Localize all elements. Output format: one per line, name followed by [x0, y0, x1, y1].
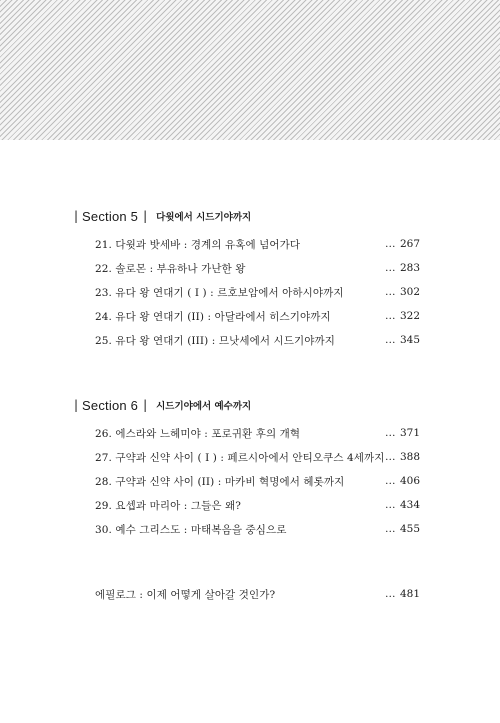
- toc-item[interactable]: 29. 요셉과 마리아 : 그들은 왜? … 434: [95, 499, 420, 512]
- toc-item-page: 283: [399, 262, 420, 274]
- section-6-heading: [74, 395, 251, 415]
- toc-item-title: 28. 구약과 신약 사이 (II) : 마카비 혁명에서 헤롯까지: [95, 475, 345, 488]
- toc-item[interactable]: 24. 유다 왕 연대기 (II) : 아달라에서 히스기야까지 … 322: [95, 310, 420, 323]
- toc-item-page: 302: [399, 286, 420, 298]
- toc-item-page: 455: [399, 523, 420, 535]
- section-5-heading: [74, 206, 251, 226]
- toc-item[interactable]: 22. 솔로몬 : 부유하나 가난한 왕 … 283: [95, 262, 420, 275]
- toc-item-page: 388: [399, 451, 420, 463]
- toc-item-title: 26. 에스라와 느헤미야 : 포로귀환 후의 개혁: [95, 427, 301, 440]
- toc-item[interactable]: 26. 에스라와 느헤미야 : 포로귀환 후의 개혁 … 371: [95, 427, 420, 440]
- toc-item-page: 434: [399, 499, 420, 511]
- toc-item[interactable]: 28. 구약과 신약 사이 (II) : 마카비 혁명에서 헤롯까지 … 406: [95, 475, 420, 488]
- toc-item-title: 30. 예수 그리스도 : 마태복음을 중심으로: [95, 523, 287, 536]
- toc-item-title: 27. 구약과 신약 사이 ( I ) : 페르시아에서 안티오쿠스 4세까지: [95, 451, 385, 464]
- toc-item[interactable]: 23. 유다 왕 연대기 ( I ) : 르호보암에서 아하시야까지 … 302: [95, 286, 420, 299]
- decorative-hatch-band: [0, 0, 500, 140]
- toc-item-title: 29. 요셉과 마리아 : 그들은 왜?: [95, 499, 241, 512]
- toc-item-page: 267: [399, 238, 420, 250]
- toc-item-page: 345: [399, 334, 420, 346]
- toc-item-page: 406: [399, 475, 420, 487]
- toc-item[interactable]: 27. 구약과 신약 사이 ( I ) : 페르시아에서 안티오쿠스 4세까지 … 388: [95, 451, 420, 464]
- toc-item-title: 22. 솔로몬 : 부유하나 가난한 왕: [95, 262, 246, 275]
- section-label: Section 6: [82, 397, 139, 413]
- epilogue-page: 481: [399, 588, 420, 600]
- toc-item[interactable]: 30. 예수 그리스도 : 마태복음을 중심으로 … 455: [95, 523, 420, 536]
- section-5-toc-list: [95, 232, 420, 352]
- section-label: Section 5: [82, 208, 139, 224]
- toc-item-title: 21. 다윗과 밧세바 : 경계의 유혹에 넘어가다: [95, 238, 301, 251]
- section-title: 다윗에서 시드기야까지: [156, 212, 252, 223]
- toc-item-title: 24. 유다 왕 연대기 (II) : 아달라에서 히스기야까지: [95, 310, 331, 323]
- toc-item[interactable]: 21. 다윗과 밧세바 : 경계의 유혹에 넘어가다 … 267: [95, 238, 420, 251]
- section-6-toc-list: [95, 421, 420, 541]
- toc-item-page: 371: [399, 427, 420, 439]
- section-title: 시드기야에서 예수까지: [156, 401, 252, 412]
- toc-item-title: 25. 유다 왕 연대기 (III) : 므낫세에서 시드기야까지: [95, 334, 335, 347]
- epilogue-title: 에필로그 : 이제 어떻게 살아갈 것인가?: [95, 588, 276, 601]
- epilogue-item[interactable]: 에필로그 : 이제 어떻게 살아갈 것인가? … 481: [95, 588, 420, 601]
- toc-item-title: 23. 유다 왕 연대기 ( I ) : 르호보암에서 아하시야까지: [95, 286, 344, 299]
- section-bar-left: |: [74, 398, 79, 412]
- section-bar-right: |: [143, 398, 148, 412]
- section-bar-right: |: [143, 209, 148, 223]
- toc-item-page: 322: [399, 310, 420, 322]
- epilogue-toc-list: [95, 582, 420, 606]
- section-bar-left: |: [74, 209, 79, 223]
- toc-item[interactable]: 25. 유다 왕 연대기 (III) : 므낫세에서 시드기야까지 … 345: [95, 334, 420, 347]
